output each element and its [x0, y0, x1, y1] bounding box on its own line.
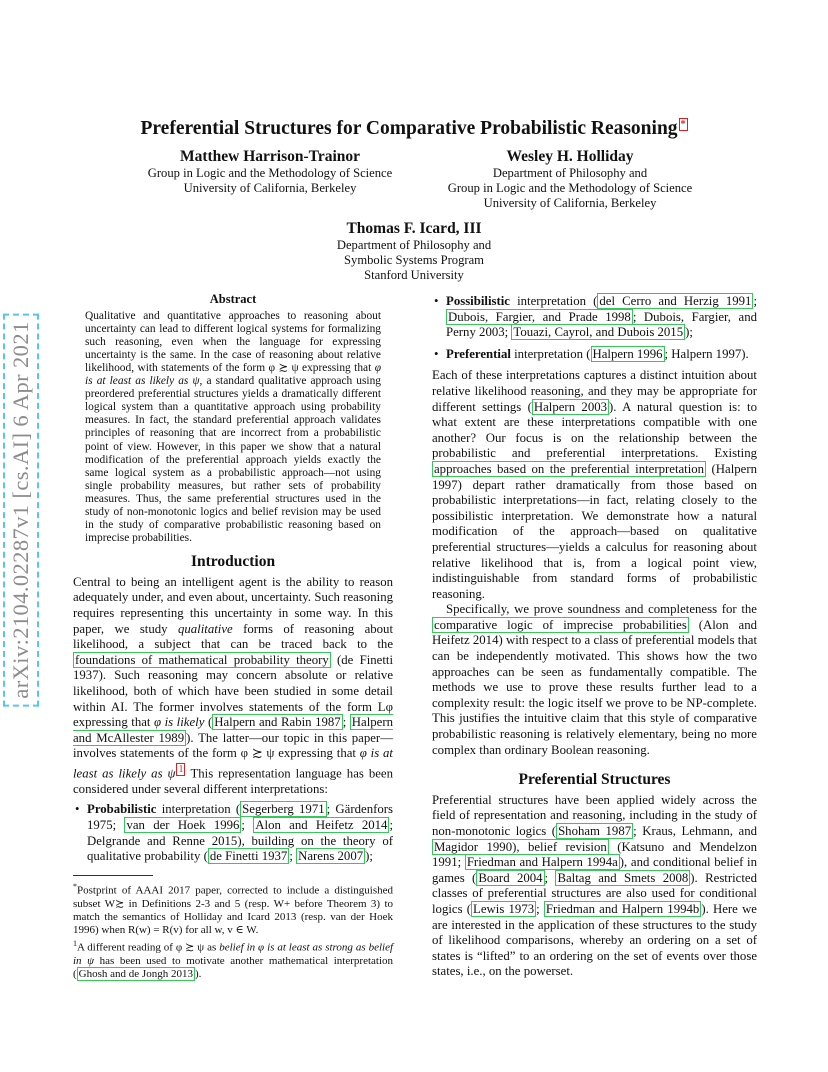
body-paragraph: Each of these interpretations captures a distinct intuition about relative likelihood reasoning, and they may be appropriate for different settings ( Halpern 2003 ). A natural question is: to what extent are these interpretations compatible with one another? Our focus is on the relationship between the probabilistic and preferential interpretations. Existing approaches based on the preferential interpretation (Halpern 1997) depart rather dramatically from those based on probabilistic interpretations—in fact, relating closely to the possibilistic interpretation. We demonstrate how a natural modification of the approach—based on qualitative preferential structures—yields a calculus for reasoning about relative likelihood that is, from a logical point view, indistinguishable from standard forms of probabilistic reasoning.: [432, 368, 757, 601]
author-affiliation: Stanford University: [364, 268, 464, 283]
right-column: [432, 292, 757, 980]
footnote-1: $^1$A different reading of φ ≿ ψ as belief in φ is at least as strong as belief in ψ has been used to motivate another mathematical interpretation ( Ghosh and de Jongh 2013 ).: [73, 939, 394, 981]
arxiv-stamp[interactable]: [0, 270, 42, 750]
section-heading-introduction: Introduction: [190, 553, 276, 571]
citation-link[interactable]: Magidor 1990), belief revision: [434, 839, 607, 854]
citation-link[interactable]: foundations of mathematical probability theory: [75, 652, 329, 667]
citation-link[interactable]: Halpern and McAllester 1989: [73, 715, 393, 745]
author-name: Thomas F. Icard, III: [346, 220, 482, 237]
interpretation-list-left: [73, 802, 393, 864]
citation-link[interactable]: Board 2004: [478, 870, 543, 885]
citation-link[interactable]: Baltag and Smets 2008: [557, 870, 689, 885]
citation-link[interactable]: del Cerro and Herzig 1991: [599, 294, 752, 308]
footnote-link[interactable]: 1: [178, 764, 184, 775]
citation-link[interactable]: Friedman and Halpern 1994b: [545, 901, 700, 916]
citation-link[interactable]: de Finetti 1937: [209, 849, 288, 864]
citation-link[interactable]: comparative logic of imprecise probabilities: [434, 617, 687, 632]
citation-link[interactable]: Ghosh and de Jongh 2013: [78, 968, 193, 981]
footnote-star: *Postprint of AAAI 2017 paper, corrected to include a distinguished subset W≿ in Definitions 2-3 and 5 (resp. W+ before Theorem 3) to match the semantics of Holliday and Icard 2013 (resp. van der Hoek 1996) when R(w) = R(v) for all w, v ∈ W.: [73, 881, 393, 937]
citation-link[interactable]: Touazi, Cayrol, and Dubois 2015: [513, 325, 684, 340]
citation-link[interactable]: Narens 2007: [298, 849, 364, 864]
abstract-text: Qualitative and quantitative approaches to reasoning about uncertainty can lead to different logical systems for formalizing such reasoning, even when the language for expressing uncertainty is the same. In the case of reasoning about relative likelihood, with statements of the form φ ≿ ψ expressing that φ is at least as likely as ψ, a standard qualitative approach using preordered preferential structures yields a dramatically different logical system than a quantitative approach using probability measures. In fact, the standard preferential approach validates principles of reasoning that are incorrect from a probabilistic point of view. However, in this paper we show that a natural modification of the preferential approach yields exactly the same logical system as a probabilistic approach—not using single probability measures, but rather sets of probability measures. Thus, the same preferential structures used in the study of non-monotonic logics and belief revision may be used in the study of comparative probabilistic reasoning based on imprecise probabilities.: [85, 309, 381, 545]
list-item: • Preferential interpretation ( Halpern 1996 ; Halpern 1997).: [434, 346, 749, 361]
citation-link[interactable]: Halpern 2003: [533, 399, 608, 414]
intro-paragraph: Central to being an intelligent agent is the ability to reason adequately under, and even about, uncertainty. Such reasoning requires representing this uncertainty in some way. In this paper, we study qualitative forms of reasoning about likelihood, a subject that can be traced back to the foundations of mathematical probability theory (de Finetti 1937). Such reasoning may concern absolute or relative likelihood, both of which have been studied in some detail within AI. The former involves statements of the form Lφ expressing that φ is likely ( Halpern and Rabin 1987 ; Halpern and McAllester 1989 ). The latter—our topic in this paper—involves statements of the form φ ≿ ψ expressing that φ is at least as likely as ψ $^1$ This representation language has been considered under several different interpretations:: [73, 574, 393, 796]
author-affiliation: Department of Philosophy and: [336, 238, 492, 252]
author-affiliation: Group in Logic and the Methodology of Science: [147, 166, 393, 180]
citation-link[interactable]: Friedman and Halpern 1994a: [466, 855, 618, 870]
title-footnote-link[interactable]: *: [680, 118, 686, 130]
citation-link[interactable]: van der Hoek 1996: [126, 818, 240, 833]
bullet-icon: •: [75, 802, 80, 817]
body-paragraph: Preferential structures have been applied widely across the field of representation and reasoning, including in the study of non-monotonic logics ( Shoham 1987 ; Kraus, Lehmann, and Magidor 1990), belief revision (Katsuno and Mendelzon 1991; Friedman and Halpern 1994a ), and conditional belief in games ( Board 2004 ; Baltag and Smets 2008 ). Restricted classes of preferential structures are also used for conditional logics ( Lewis 1973 ; Friedman and Halpern 1994b ). Here we are interested in the application of these structures to the study of likelihood comparisons, whereby an ordering on a set of states is “lifted” to an ordering on the set of events over those states, i.e., on the powerset.: [432, 792, 757, 979]
list-item: • Possibilistic interpretation ( del Cerro and Herzig 1991 ; Dubois, Fargier, and Prade 1998 ; Dubois, Fargier, and Perny 2003; Touazi, Cayrol, and Dubois 2015 );: [434, 294, 757, 340]
author-name: Wesley H. Holliday: [506, 148, 634, 165]
footnote-divider: [73, 875, 153, 876]
list-item: • Probabilistic interpretation ( Segerberg 1971 ; Gärdenfors 1975; van der Hoek 1996 ; Alon and Heifetz 2014 ; Delgrande and Renne 2015), building on the theory of qualitative probability ( de Finetti 1937 ; Narens 2007 );: [75, 802, 393, 864]
arxiv-identifier[interactable]: arXiv:2104.02287v1 [cs.AI] 6 Apr 2021: [3, 313, 39, 706]
citation-link[interactable]: Lewis 1973: [473, 901, 535, 916]
citation-link[interactable]: Segerberg 1971: [242, 802, 325, 817]
body-paragraph: Specifically, we prove soundness and completeness for the comparative logic of imprecise probabilities (Alon and Heifetz 2014) with respect to a class of preferential models that can be independently motivated. This shows how the two approaches can be seen as fundamentally compatible. The methods we use to prove these results further lead to a complexity result: the logic itself we prove to be NP-complete. This justifies the intuitive claim that this style of comparative probabilistic reasoning is relatively elementary, being no more complex than ordinary Boolean reasoning.: [432, 602, 757, 757]
citation-link[interactable]: Halpern and Rabin 1987: [214, 715, 341, 730]
citation-link[interactable]: Alon and Heifetz 2014: [255, 818, 388, 833]
author-block-1: [110, 148, 430, 196]
author-affiliation: Symbolic Systems Program: [344, 253, 484, 268]
citation-link[interactable]: Dubois, Fargier, and Prade 1998: [448, 309, 631, 324]
author-block-3: [254, 220, 574, 284]
citation-link[interactable]: approaches based on the preferential interpretation: [434, 461, 705, 476]
author-affiliation: Department of Philosophy and: [492, 166, 648, 180]
abstract-heading: Abstract: [209, 292, 257, 306]
author-affiliation: Group in Logic and the Methodology of Science: [447, 181, 693, 196]
interpretation-list-right: [432, 294, 757, 362]
citation-link[interactable]: Shoham 1987: [558, 824, 632, 838]
author-affiliation: University of California, Berkeley: [183, 181, 357, 196]
paper-title: Preferential Structures for Comparative Probabilistic Reasoning *: [140, 118, 686, 139]
citation-link[interactable]: Halpern 1996: [592, 346, 663, 361]
bullet-icon: •: [434, 346, 439, 361]
author-affiliation: University of California, Berkeley: [483, 196, 657, 211]
author-block-2: [410, 148, 730, 212]
left-column: [73, 292, 393, 982]
section-heading-preferential-structures: Preferential Structures: [518, 771, 671, 789]
author-name: Matthew Harrison-Trainor: [179, 148, 361, 165]
bullet-icon: •: [434, 294, 439, 308]
